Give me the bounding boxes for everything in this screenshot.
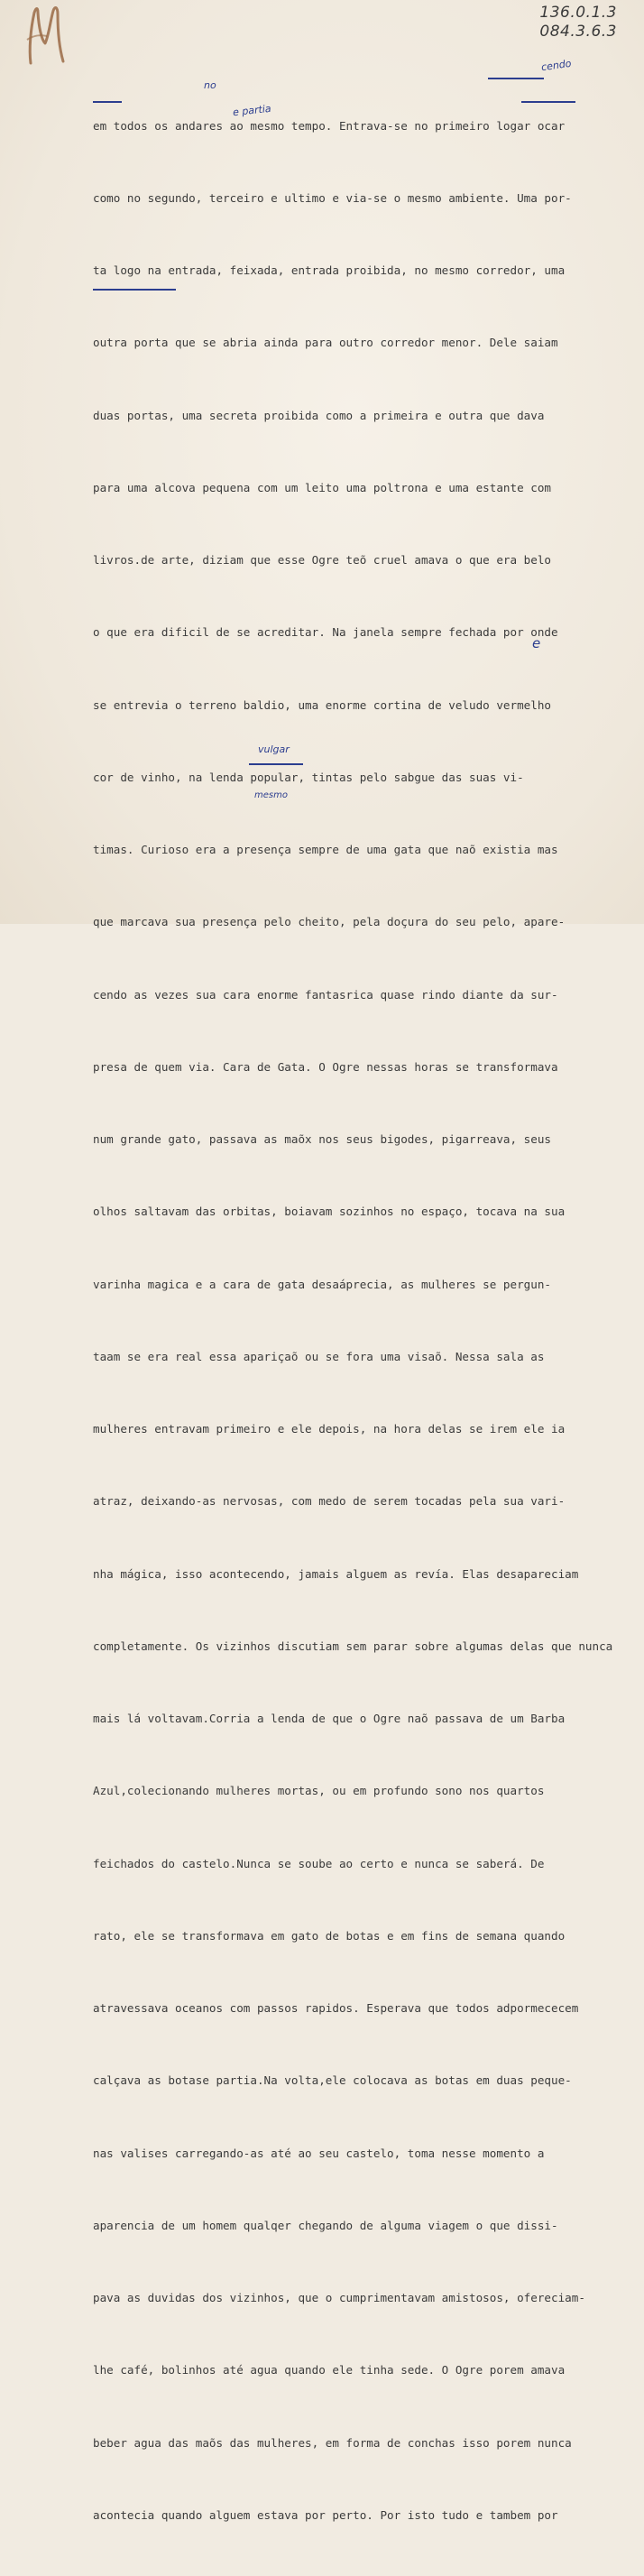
text-line-31: pava as duvidas dos vizinhos, que o cumprimentavam amistosos, ofereciam- bbox=[93, 2291, 585, 2304]
text-line-15: num grande gato, passava as maõx nos seus bigodes, pigarreava, seus bbox=[93, 1132, 551, 1146]
text-line-4: outra porta que se abria ainda para outro corredor menor. Dele saiam bbox=[93, 336, 558, 350]
text-line-14: presa de quem via. Cara de Gata. O Ogre nessas horas se transformava bbox=[93, 1059, 558, 1074]
text-line-11: timas. Curioso era a presença sempre de uma gata que naõ existia mas bbox=[93, 843, 558, 856]
text-line-34: acontecia quando alguem estava por perto. Por isto tudo e tambem por bbox=[93, 2507, 558, 2522]
annotation-no: no bbox=[204, 79, 216, 91]
text-line-21: nha mágica, isso acontecendo, jamais alguem as revía. Elas desapareciam bbox=[93, 1566, 579, 1581]
text-line-25: feichados do castelo.Nunca se soube ao certo e nunca se saberá. De bbox=[93, 1856, 545, 1870]
strike-como bbox=[93, 101, 122, 103]
text-line-24: Azul,colecionando mulheres mortas, ou em profundo sono nos quartos bbox=[93, 1784, 545, 1798]
text-line-10: cor de vinho, na lenda popular, tintas pelo sabgue das suas vi- bbox=[93, 770, 524, 784]
archive-ref-line-1: 136.0.1.3 bbox=[539, 4, 617, 22]
text-line-17: varinha magica e a cara de gata desaáprecia, as mulheres se pergun- bbox=[93, 1277, 551, 1291]
handwritten-m-mark bbox=[23, 4, 67, 69]
text-line-27: atravessava oceanos com passos rapidos. Esperava que todos adpormececem bbox=[93, 2001, 579, 2015]
text-line-22: completamente. Os vizinhos discutiam sem parar sobre algumas delas que nunca bbox=[93, 1639, 613, 1653]
text-line-18: taam se era real essa apariçaõ ou se fora uma visaõ. Nessa sala as bbox=[93, 1349, 545, 1363]
text-line-2: como no segundo, terceiro e ultimo e via-se o mesmo ambiente. Uma por- bbox=[93, 190, 572, 205]
archive-ref-line-2: 084.3.6.3 bbox=[539, 23, 617, 41]
annotation-e: e bbox=[532, 635, 541, 651]
text-line-6: para uma alcova pequena com um leito uma poltrona e uma estante com bbox=[93, 480, 551, 494]
strike-qualqer bbox=[249, 763, 303, 765]
annotation-cendo: cendo bbox=[540, 57, 573, 74]
annotation-mesmo: mesmo bbox=[254, 790, 288, 800]
strike-cor-de-vinho bbox=[93, 289, 176, 291]
annotation-vulgar: vulgar bbox=[258, 743, 290, 755]
text-line-32: lhe café, bolinhos até agua quando ele tinha sede. O Ogre porem amava bbox=[93, 2363, 566, 2377]
text-line-26: rato, ele se transformava em gato de botas e em fins de semana quando bbox=[93, 1928, 566, 1943]
text-line-8: o que era dificil de se acreditar. Na janela sempre fechada por onde bbox=[93, 625, 558, 640]
text-line-29: nas valises carregando-as até ao seu castelo, toma nesse momento a bbox=[93, 2146, 545, 2160]
text-line-28: calçava as botase partia.Na volta,ele colocava as botas em duas peque- bbox=[93, 2073, 572, 2088]
text-line-16: olhos saltavam das orbitas, boiavam sozinhos no espaço, tocava na sua bbox=[93, 1205, 566, 1219]
text-line-19: mulheres entravam primeiro e ele depois, na hora delas se irem ele ia bbox=[93, 1422, 566, 1436]
text-line-7: livros.de arte, diziam que esse Ogre teõ cruel amava o que era belo bbox=[93, 553, 551, 567]
text-line-20: atraz, deixando-as nervosas, com medo de serem tocadas pela sua vari- bbox=[93, 1494, 566, 1509]
typed-body-text bbox=[93, 66, 634, 2576]
text-line-9: se entrevia o terreno baldio, uma enorme cortina de veludo vermelho bbox=[93, 697, 551, 712]
strike-logar bbox=[488, 78, 544, 79]
text-line-1: em todos os andares ao mesmo tempo. Entrava-se no primeiro logar ocar bbox=[93, 118, 566, 133]
archive-reference bbox=[539, 4, 617, 42]
annotation-e-partia: e partia bbox=[232, 102, 272, 119]
strike-uma-por bbox=[521, 101, 575, 103]
text-line-5: duas portas, uma secreta proibida como a primeira e outra que dava bbox=[93, 408, 545, 422]
text-line-13: cendo as vezes sua cara enorme fantasrica quase rindo diante da sur- bbox=[93, 987, 558, 1002]
text-line-33: beber agua das maõs das mulheres, em forma de conchas isso porem nunca bbox=[93, 2435, 572, 2450]
text-line-30: aparencia de um homem qualqer chegando de alguma viagem o que dissi- bbox=[93, 2218, 558, 2232]
text-line-12: que marcava sua presença pelo cheito, pela doçura do seu pelo, apare- bbox=[93, 915, 566, 929]
text-line-23: mais lá voltavam.Corria a lenda de que o Ogre naõ passava de um Barba bbox=[93, 1712, 566, 1725]
text-line-3: ta logo na entrada, feixada, entrada proibida, no mesmo corredor, uma bbox=[93, 263, 566, 277]
